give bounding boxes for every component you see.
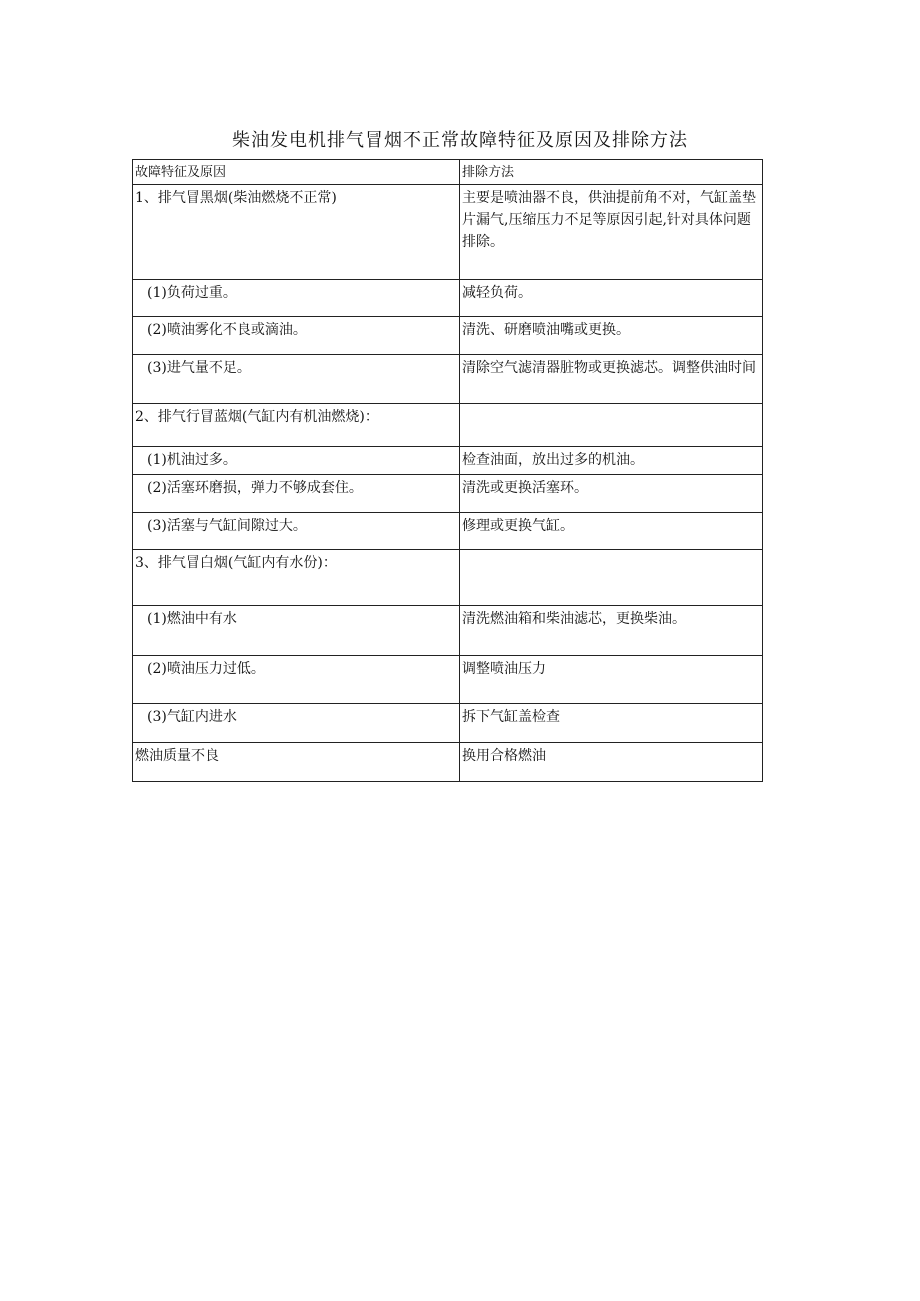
- table-row: [133, 550, 763, 606]
- remedy-cell: 检查油面，放出过多的机油。: [460, 447, 763, 475]
- cause-cell: (2)喷油压力过低。: [133, 656, 460, 704]
- table-row: [133, 317, 763, 355]
- cause-cell: (1)负荷过重。: [133, 280, 460, 317]
- fault-table: [132, 159, 763, 782]
- header-cause: 故障特征及原因: [133, 160, 460, 185]
- remedy-cell: 调整喷油压力: [460, 656, 763, 704]
- remedy-cell: 拆下气缸盖检查: [460, 704, 763, 743]
- table-row: [133, 656, 763, 704]
- document-title: 柴油发电机排气冒烟不正常故障特征及原因及排除方法: [232, 130, 688, 151]
- remedy-cell: 清除空气滤清器脏物或更换滤芯。调整供油时间: [460, 355, 763, 404]
- table-row: [133, 704, 763, 743]
- remedy-cell: [460, 550, 763, 606]
- cause-cell: (3)气缸内进水: [133, 704, 460, 743]
- cause-cell: 1、排气冒黑烟(柴油燃烧不正常): [133, 185, 460, 280]
- header-remedy: 排除方法: [460, 160, 763, 185]
- remedy-cell: 主要是喷油器不良，供油提前角不对，气缸盖垫片漏气,压缩压力不足等原因引起,针对具体问题排除。: [460, 185, 763, 280]
- table-row: [133, 185, 763, 280]
- remedy-cell: 换用合格燃油: [460, 743, 763, 782]
- table-row: [133, 606, 763, 656]
- cause-cell: 燃油质量不良: [133, 743, 460, 782]
- cause-cell: (3)进气量不足。: [133, 355, 460, 404]
- remedy-cell: [460, 404, 763, 447]
- table-header-row: [133, 160, 763, 185]
- table-row: [133, 355, 763, 404]
- cause-cell: 3、排气冒白烟(气缸内有水份)：: [133, 550, 460, 606]
- table-row: [133, 513, 763, 550]
- cause-cell: (2)喷油雾化不良或滴油。: [133, 317, 460, 355]
- table-row: [133, 475, 763, 513]
- remedy-cell: 清洗、研磨喷油嘴或更换。: [460, 317, 763, 355]
- table-row: [133, 280, 763, 317]
- cause-cell: (3)活塞与气缸间隙过大。: [133, 513, 460, 550]
- table-row: [133, 404, 763, 447]
- remedy-cell: 修理或更换气缸。: [460, 513, 763, 550]
- cause-cell: (2)活塞环磨损，弹力不够成套住。: [133, 475, 460, 513]
- remedy-cell: 清洗燃油箱和柴油滤芯，更换柴油。: [460, 606, 763, 656]
- remedy-cell: 清洗或更换活塞环。: [460, 475, 763, 513]
- remedy-cell: 减轻负荷。: [460, 280, 763, 317]
- cause-cell: (1)燃油中有水: [133, 606, 460, 656]
- cause-cell: 2、排气行冒蓝烟(气缸内有机油燃烧)：: [133, 404, 460, 447]
- table-row: [133, 743, 763, 782]
- cause-cell: (1)机油过多。: [133, 447, 460, 475]
- table-row: [133, 447, 763, 475]
